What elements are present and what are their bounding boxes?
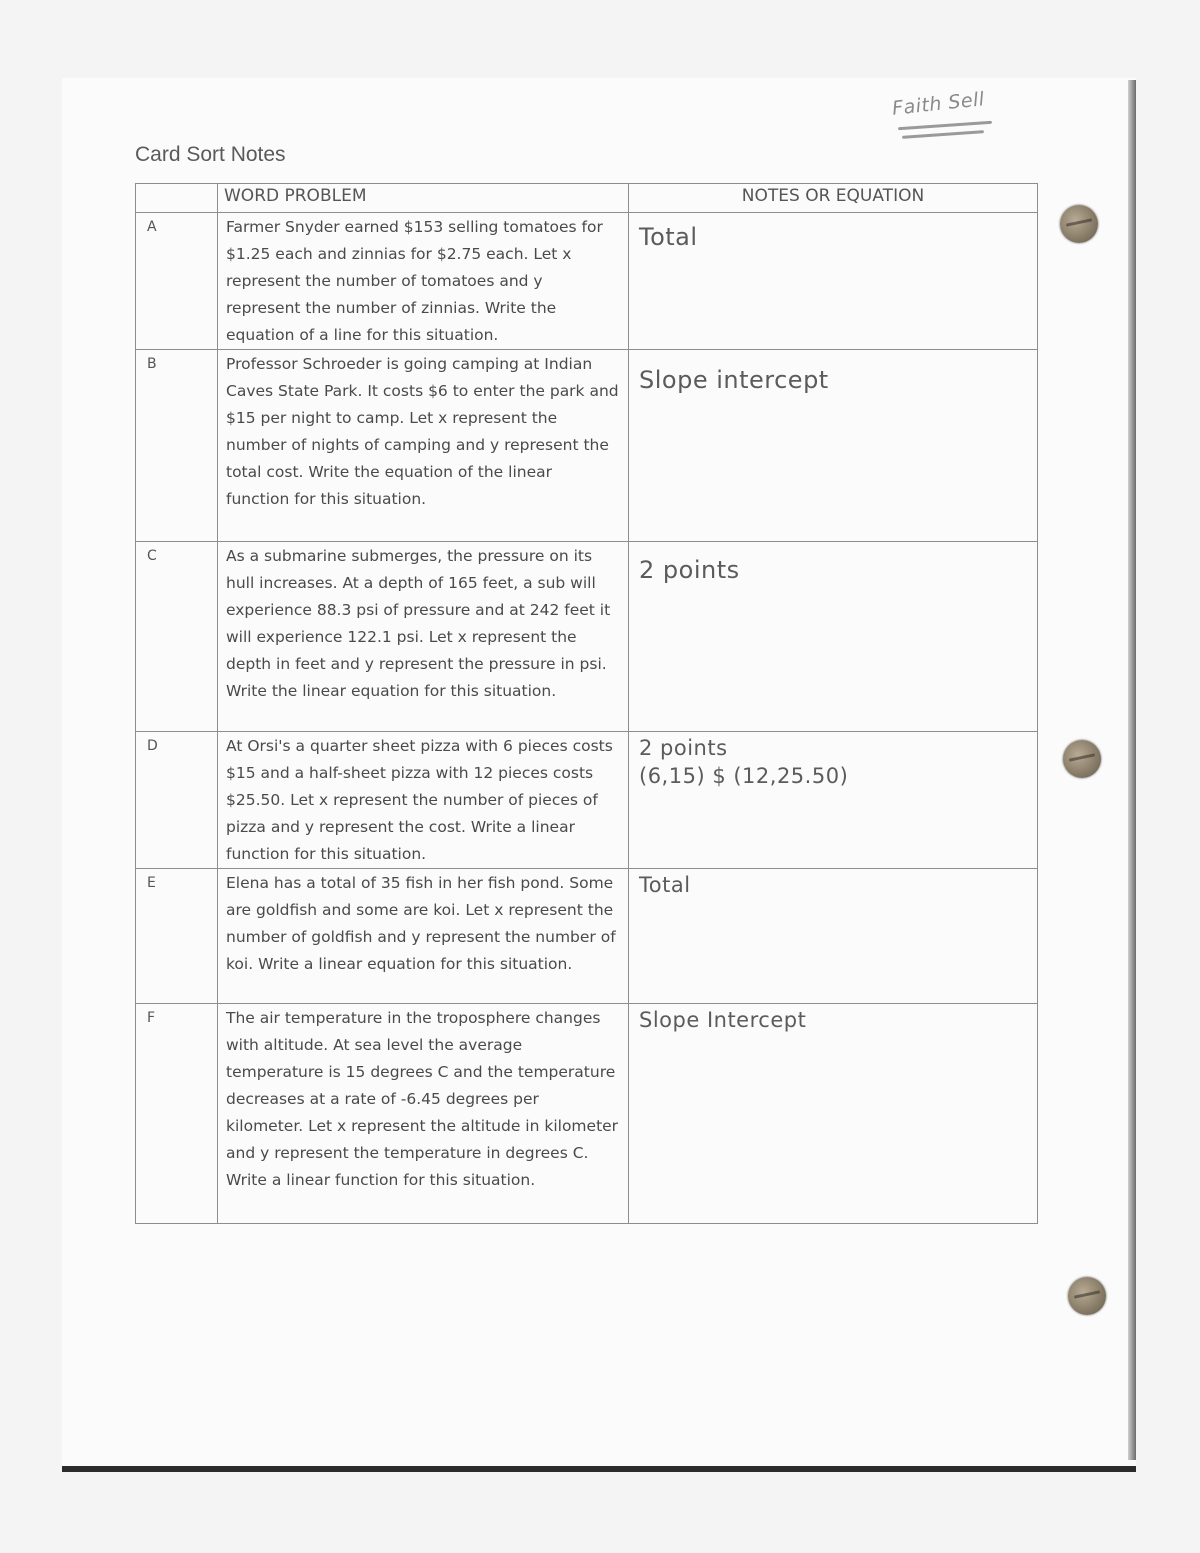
row-letter: D: [136, 732, 218, 869]
note-line: Total: [639, 223, 698, 251]
row-letter: B: [136, 350, 218, 542]
word-problem-text: The air temperature in the troposphere changes with altitude. At sea level the average temperature is 15 degrees C and the temperature decreases at a rate of -6.45 degrees per kilometer. Let x represent the altitude in kilometer and y represent the temperature in degrees C. Write a linear function for this situation.: [218, 1004, 629, 1224]
student-signature: Faith Sell: [891, 88, 986, 120]
page-title: Card Sort Notes: [135, 143, 286, 166]
handwritten-note: [629, 350, 1038, 542]
table-header-row: [136, 184, 1038, 213]
note-line: Total: [639, 873, 691, 897]
handwritten-note: [629, 542, 1038, 732]
note-line: Slope Intercept: [639, 1008, 807, 1032]
note-line: Slope intercept: [639, 366, 829, 394]
row-letter: A: [136, 213, 218, 350]
page-edge: [1128, 80, 1136, 1460]
row-letter: E: [136, 869, 218, 1004]
table-row: [136, 542, 1038, 732]
table-row: [136, 1004, 1038, 1224]
header-letter: [136, 184, 218, 213]
binder-hole-icon: [1060, 205, 1098, 243]
word-problem-text: As a submarine submerges, the pressure on its hull increases. At a depth of 165 feet, a sub will experience 88.3 psi of pressure and at 242 feet it will experience 122.1 psi. Let x represent the depth in feet and y represent the pressure in psi. Write the linear equation for this situation.: [218, 542, 629, 732]
header-notes: NOTES OR EQUATION: [629, 184, 1038, 213]
table-row: [136, 869, 1038, 1004]
table-row: [136, 732, 1038, 869]
binder-hole-icon: [1063, 740, 1101, 778]
card-sort-table: [135, 183, 1038, 1224]
page-edge-bottom: [62, 1466, 1136, 1472]
note-line: 2 points: [639, 556, 740, 584]
handwritten-note: [629, 869, 1038, 1004]
row-letter: F: [136, 1004, 218, 1224]
word-problem-text: At Orsi's a quarter sheet pizza with 6 pieces costs $15 and a half-sheet pizza with 12 pieces costs $25.50. Let x represent the number of pieces of pizza and y represent the cost. Write a linear function for this situation.: [218, 732, 629, 869]
handwritten-note: [629, 213, 1038, 350]
word-problem-text: Professor Schroeder is going camping at Indian Caves State Park. It costs $6 to enter the park and $15 per night to camp. Let x represent the number of nights of camping and y represent the total cost. Write the equation of the linear function for this situation.: [218, 350, 629, 542]
row-letter: C: [136, 542, 218, 732]
table-row: [136, 350, 1038, 542]
handwritten-note: [629, 732, 1038, 869]
note-line: (6,15) $ (12,25.50): [639, 764, 849, 788]
handwritten-note: [629, 1004, 1038, 1224]
word-problem-text: Elena has a total of 35 fish in her fish pond. Some are goldfish and some are koi. Let x represent the number of goldfish and y represent the number of koi. Write a linear equation for this situation.: [218, 869, 629, 1004]
table-row: [136, 213, 1038, 350]
binder-hole-icon: [1068, 1277, 1106, 1315]
note-line: 2 points: [639, 736, 728, 760]
header-word-problem: WORD PROBLEM: [218, 184, 629, 213]
word-problem-text: Farmer Snyder earned $153 selling tomatoes for $1.25 each and zinnias for $2.75 each. Let x represent the number of tomatoes and y represent the number of zinnias. Write the equation of a line for this situation.: [218, 213, 629, 350]
